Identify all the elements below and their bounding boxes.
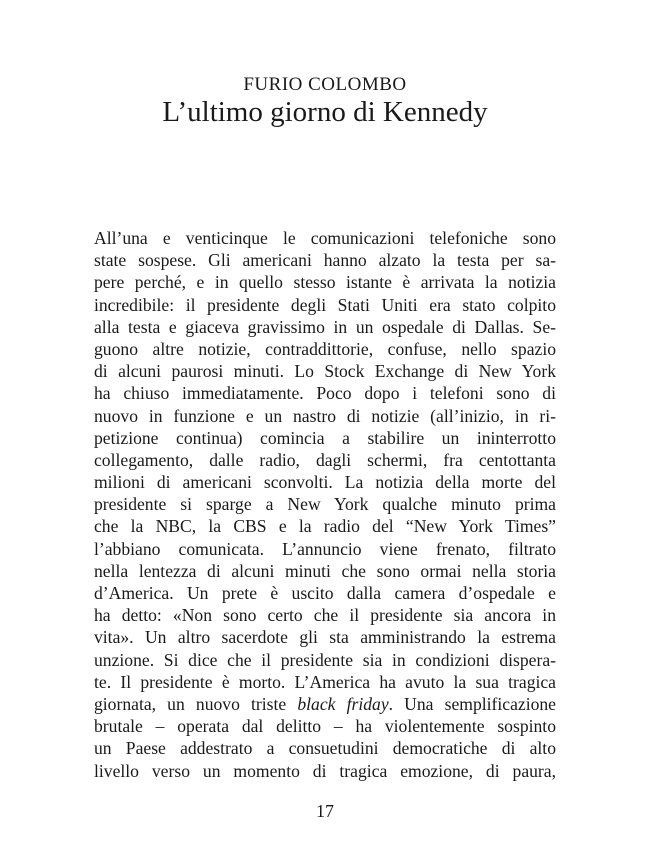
text-line: vita». Un altro sacerdote gli sta amministrando la estrema	[94, 627, 556, 648]
text-line-with-italic	[94, 693, 556, 715]
text-line: nuovo in funzione e un nastro di notizie (all’inizio, in ri-	[94, 405, 556, 426]
text-line: pere perché, e in quello stesso istante è arrivata la notizia	[94, 272, 556, 293]
text-line: presidente si sparge a New York qualche minuto prima	[94, 494, 556, 515]
text-line: d’America. Un prete è uscito dalla camera d’ospedale e	[94, 583, 556, 603]
page-number: 17	[316, 801, 334, 821]
text-line: l’abbiano comunicata. L’annuncio viene frenato, filtrato	[94, 538, 556, 559]
text-line: guono altre notizie, contraddittorie, confuse, nello spazio	[94, 338, 556, 359]
text-line: di alcuni paurosi minuti. Lo Stock Exchange di New York	[94, 361, 556, 382]
text-segment: . Una semplificazione	[388, 693, 556, 714]
text-line: unzione. Si dice che il presidente sia in condizioni dispera-	[94, 649, 556, 670]
text-line: te. Il presidente è morto. L’America ha avuto la sua tragica	[94, 671, 556, 692]
text-line: che la NBC, la CBS e la radio del “New York Times”	[94, 516, 556, 537]
text-line: state sospese. Gli americani hanno alzato la testa per sa-	[94, 250, 556, 271]
chapter-title: L’ultimo giorno di Kennedy	[162, 96, 488, 128]
text-line: ha chiuso immediatamente. Poco dopo i telefoni sono di	[94, 383, 556, 404]
body-text	[94, 227, 556, 782]
text-line: collegamento, dalle radio, dagli schermi, fra centottanta	[94, 449, 556, 470]
text-segment: giornata, un nuovo triste	[94, 693, 298, 714]
text-line: incredibile: il presidente degli Stati Uniti era stato colpito	[94, 294, 556, 315]
author-name: FURIO COLOMBO	[243, 74, 407, 95]
text-line: un Paese addestrato a consuetudini democratiche di alto	[94, 738, 556, 759]
text-line: milioni di americani sconvolti. La notizia della morte del	[94, 472, 556, 493]
text-line: brutale – operata dal delitto – ha violentemente sospinto	[94, 716, 556, 737]
text-line: petizione continua) comincia a stabilire un ininterrotto	[94, 427, 556, 448]
text-line: nella lentezza di alcuni minuti che sono ormai nella storia	[94, 560, 556, 581]
text-line: All’una e venticinque le comunicazioni telefoniche sono	[94, 228, 556, 248]
italic-phrase: black friday	[297, 693, 389, 714]
text-line: livello verso un momento di tragica emozione, di paura,	[94, 760, 556, 781]
text-line: alla testa e giaceva gravissimo in un ospedale di Dallas. Se-	[94, 316, 556, 337]
text-line: ha detto: «Non sono certo che il presidente sia ancora in	[94, 605, 556, 626]
